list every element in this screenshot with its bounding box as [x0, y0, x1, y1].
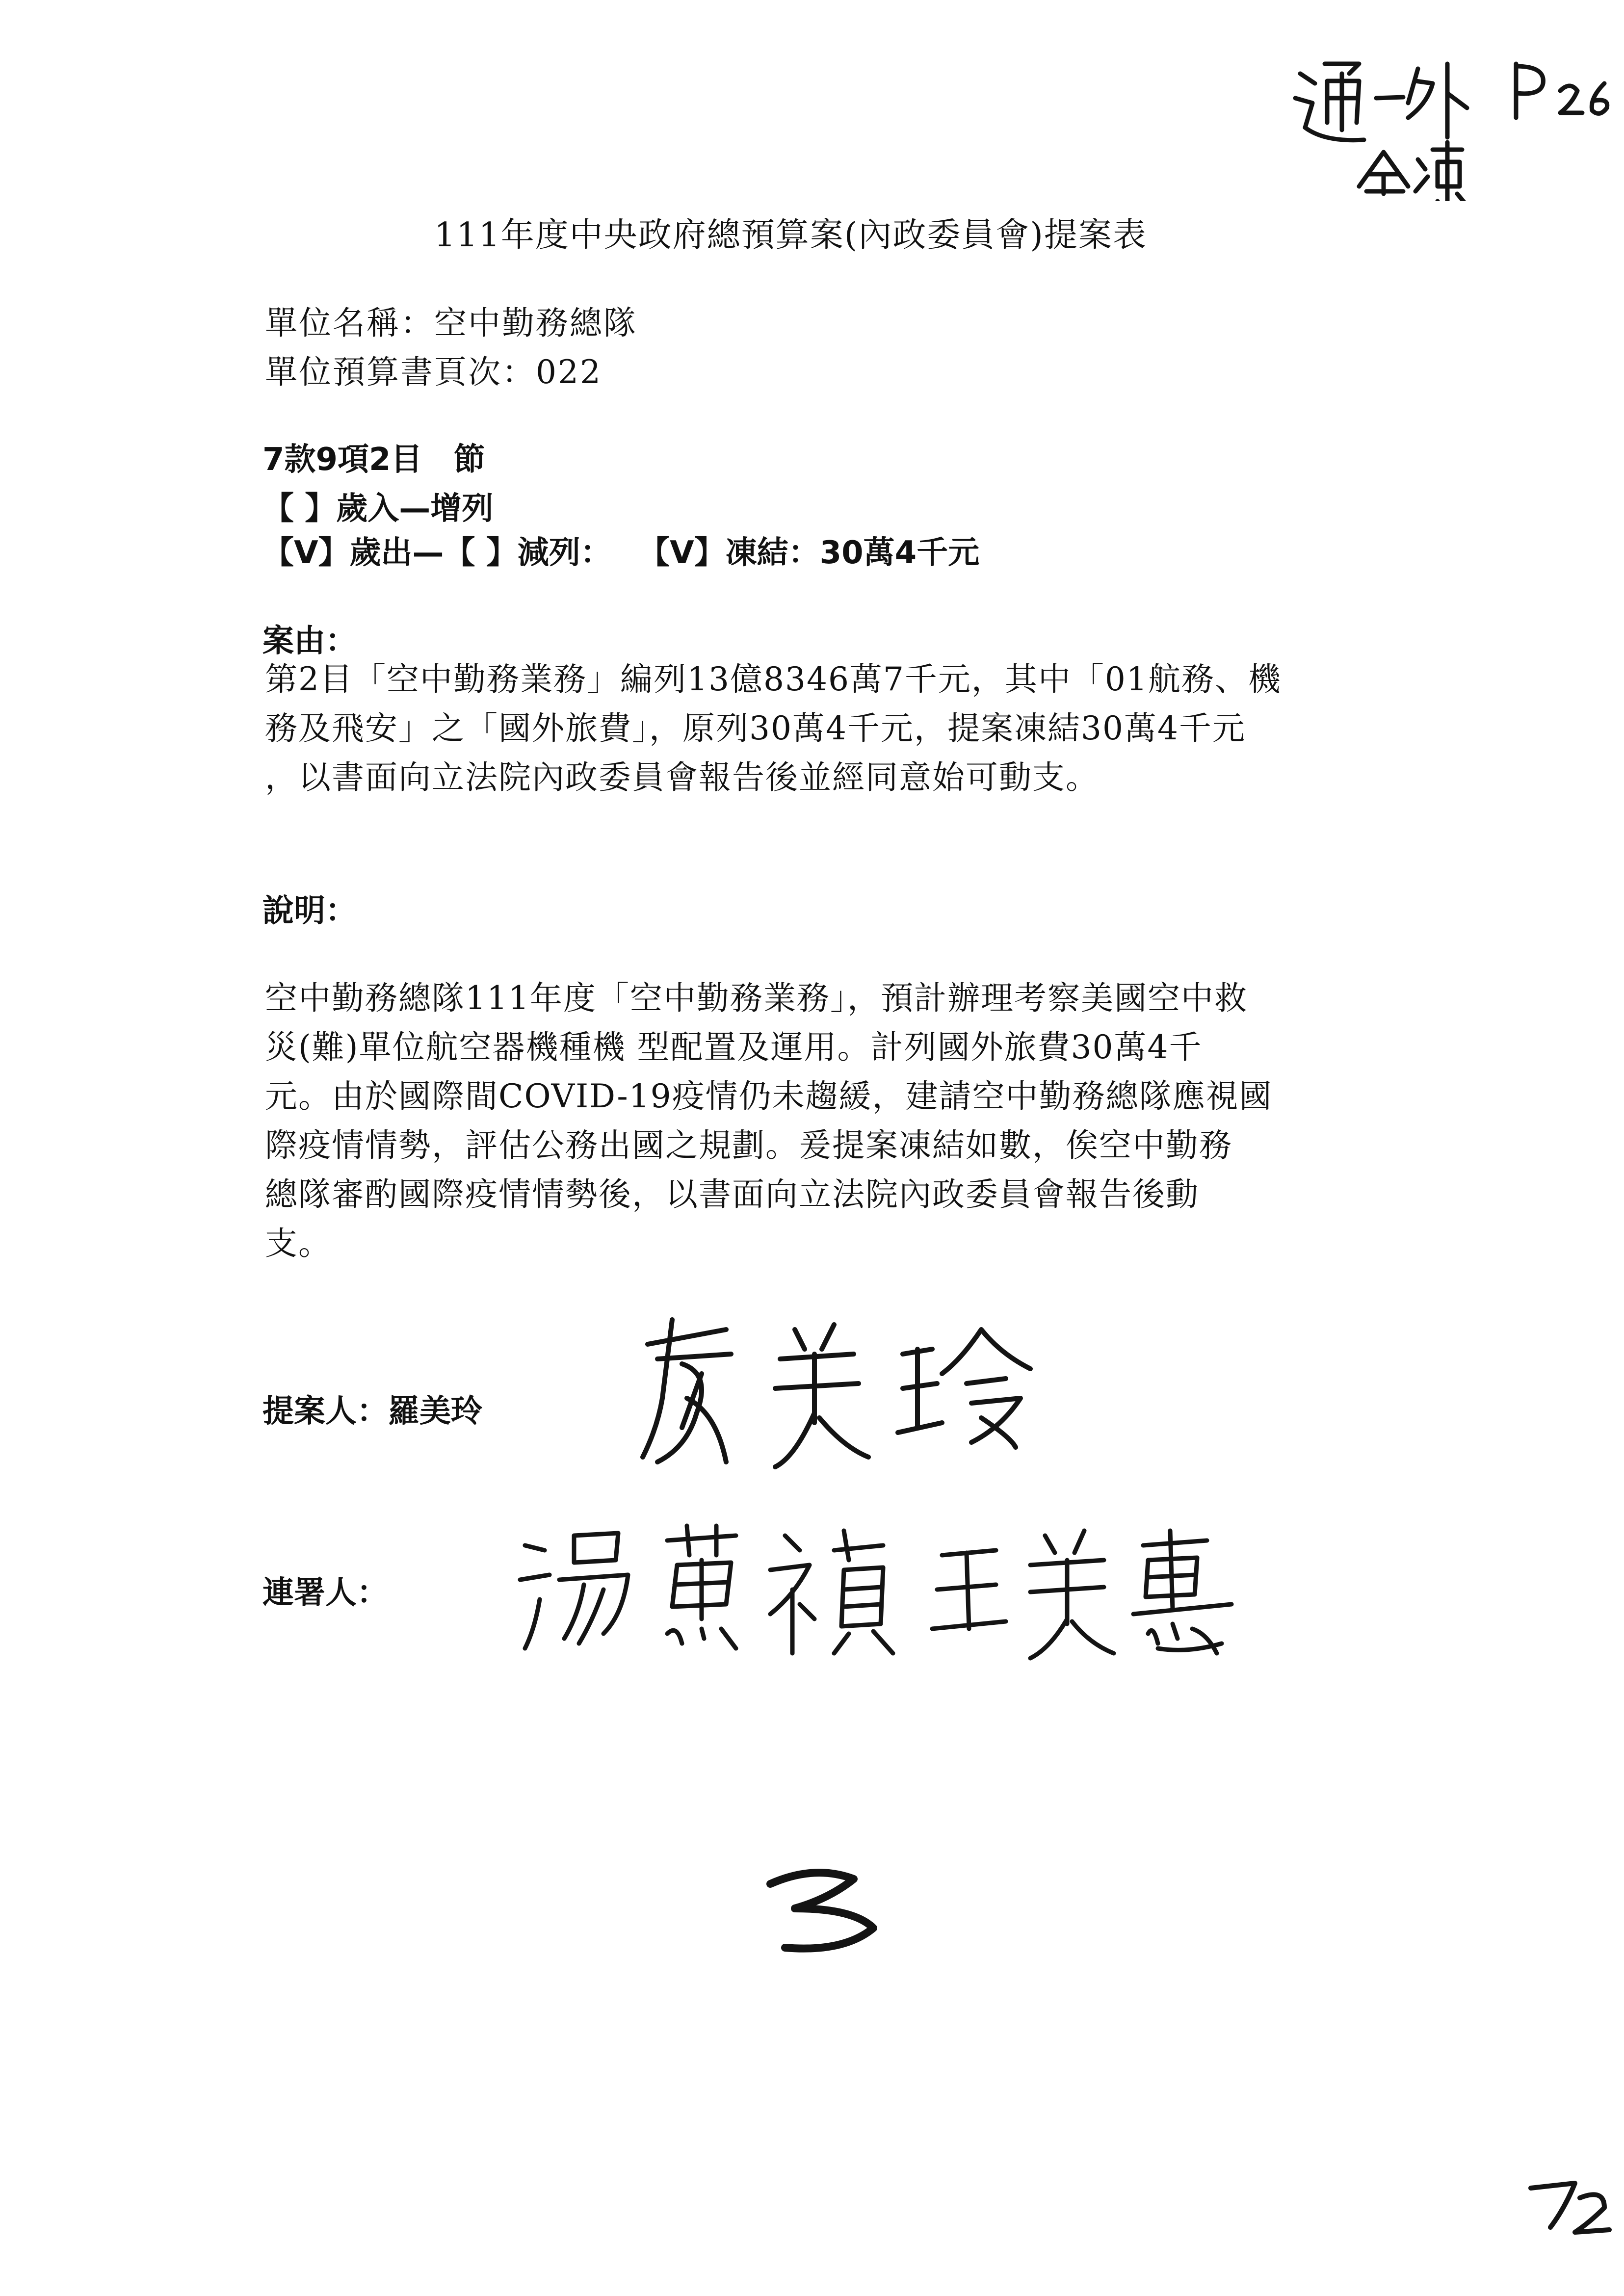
budget-item-line: 7款9項2目 節 [262, 442, 485, 478]
explanation-line: 元。由於國際間COVID-19疫情仍未趨緩，建請空中勤務總隊應視國 [265, 1077, 1273, 1115]
handwritten-page-number [756, 1854, 903, 1962]
reason-line: 務及飛安」之「國外旅費」，原列30萬4千元，提案凍結30萬4千元 [265, 709, 1246, 747]
explanation-paragraph [265, 974, 1393, 1268]
cosigners-label: 連署人： [262, 1575, 388, 1611]
explanation-line: 空中勤務總隊111年度「空中勤務業務」，預計辦理考察美國空中救 [265, 979, 1248, 1017]
explanation-line: 際疫情情勢，評估公務出國之規劃。爰提案凍結如數，俟空中勤務 [265, 1126, 1232, 1164]
expenditure-line: 【V】歲出—【 】減列： 【V】凍結：30萬4千元 [262, 535, 980, 571]
explanation-line: 總隊審酌國際疫情情勢後，以書面向立法院內政委員會報告後動 [265, 1175, 1199, 1213]
reason-paragraph [265, 655, 1393, 802]
explanation-heading: 說明： [262, 893, 357, 929]
revenue-line: 【 】歲入—增列 [262, 491, 494, 527]
cosigner-signatures [510, 1506, 1246, 1663]
proposer-signature [628, 1300, 1070, 1487]
corner-mark [1521, 2168, 1619, 2247]
handwritten-annotation [1285, 44, 1624, 201]
reason-heading: 案由： [262, 623, 357, 659]
proposer-label: 提案人：羅美玲 [262, 1393, 482, 1430]
document-title: 111年度中央政府總預算案(內政委員會)提案表 [434, 216, 1147, 255]
reason-line: 第2目「空中勤務業務」編列13億8346萬7千元，其中「01航務、機 [265, 660, 1282, 698]
reason-line: ，以書面向立法院內政委員會報告後並經同意始可動支。 [265, 758, 1099, 796]
unit-name: 單位名稱：空中勤務總隊 [265, 304, 637, 342]
explanation-line: 災(難)單位航空器機種機 型配置及運用。計列國外旅費30萬4千 [265, 1028, 1203, 1066]
explanation-line: 支。 [265, 1225, 332, 1262]
unit-budget-page: 單位預算書頁次：022 [265, 353, 602, 391]
